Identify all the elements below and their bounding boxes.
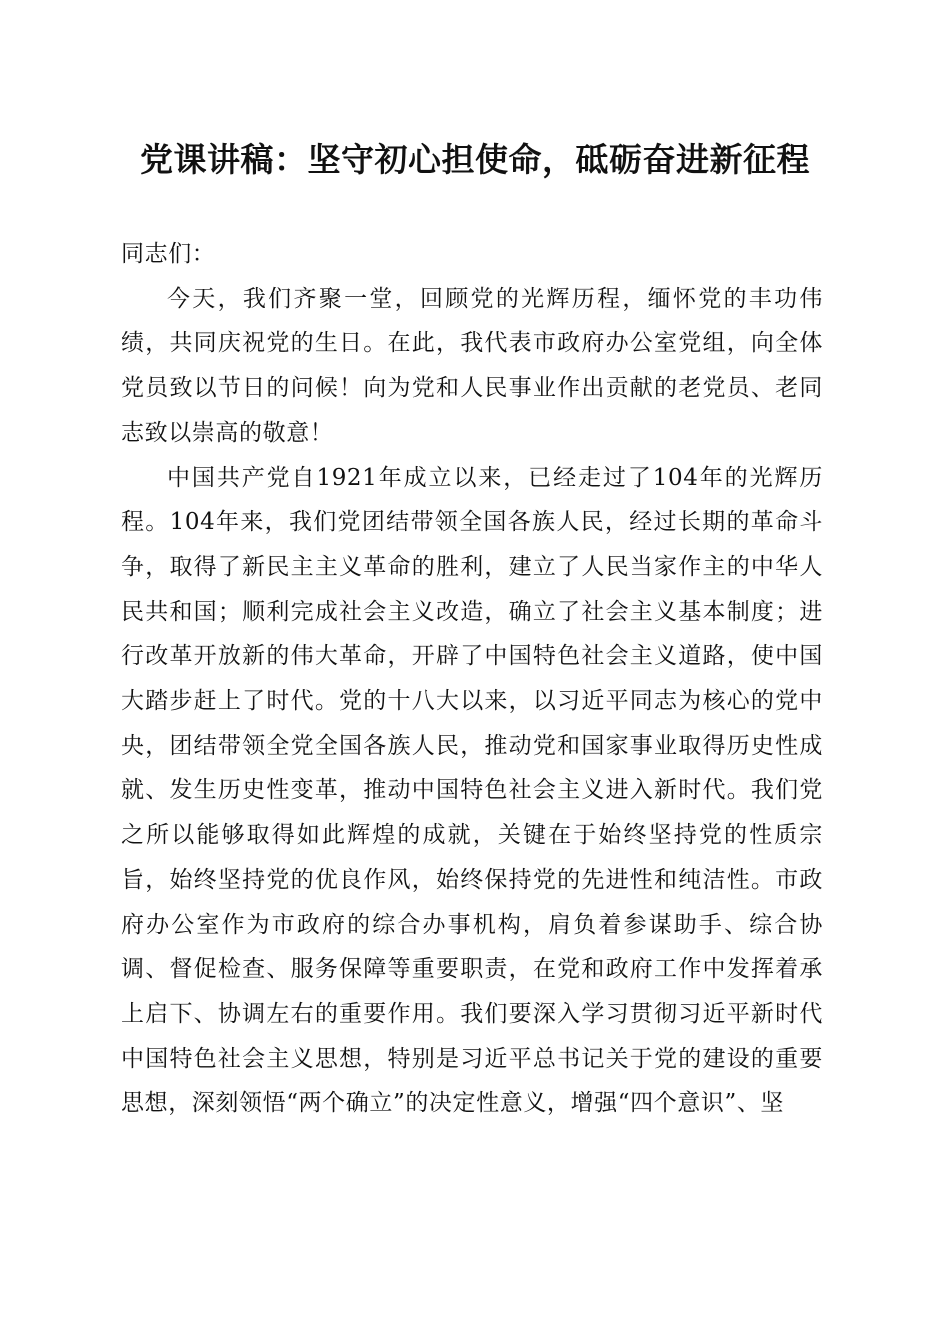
paragraph-1: 今天，我们齐聚一堂，回顾党的光辉历程，缅怀党的丰功伟绩，共同庆祝党的生日。在此，我代表市政府办公室党组，向全体党员致以节日的问候！向为党和人民事业作出贡献的老党员、老同志致以崇高的敬意！ xyxy=(121,285,823,446)
paragraph-2: 中国共产党自1921年成立以来，已经走过了104年的光辉历程。104年来，我们党团结带领全国各族人民，经过长期的革命斗争，取得了新民主主义革命的胜利，建立了人民当家作主的中华人民共和国；顺利完成社会主义改造，确立了社会主义基本制度；进行改革开放新的伟大革命，开辟了中国特色社会主义道路，使中国大踏步赶上了时代。党的十八大以来，以习近平同志为核心的党中央，团结带领全党全国各族人民，推动党和国家事业取得历史性成就、发生历史性变革，推动中国特色社会主义进入新时代。我们党之所以能够取得如此辉煌的成就，关键在于始终坚持党的性质宗旨，始终坚持党的优良作风，始终保持党的先进性和纯洁性。市政府办公室作为市政府的综合办事机构，肩负着参谋助手、综合协调、督促检查、服务保障等重要职责，在党和政府工作中发挥着承上启下、协调左右的重要作用。我们要深入学习贯彻习近平新时代中国特色社会主义思想，特别是习近平总书记关于党的建设的重要思想，深刻领悟“两个确立”的决定性意义，增强“四个意识”、坚 xyxy=(121,464,823,1117)
document-body xyxy=(121,232,823,1126)
salutation: 同志们： xyxy=(121,241,216,267)
document-title: 党课讲稿：坚守初心担使命，砥砺奋进新征程 xyxy=(140,140,810,179)
